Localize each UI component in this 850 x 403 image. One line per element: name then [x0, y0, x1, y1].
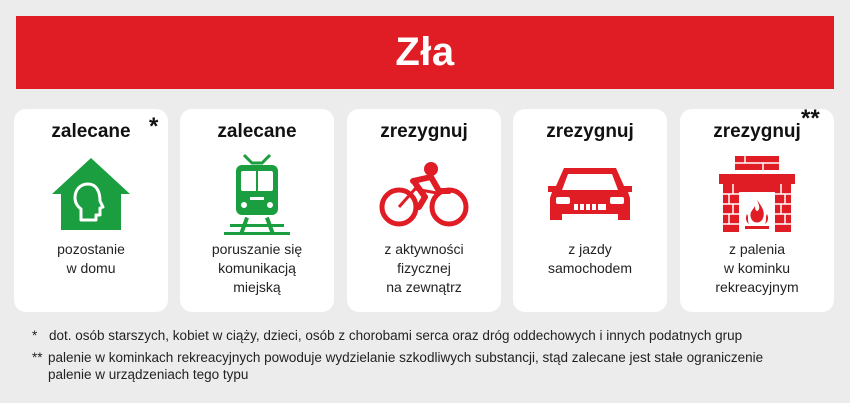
- car-icon: [513, 153, 667, 235]
- card-outdoor-activity: [347, 109, 501, 312]
- card-title: zalecane: [51, 121, 131, 142]
- card-title: zalecane: [217, 121, 297, 142]
- card-public-transport: [180, 109, 334, 312]
- card-driving: [513, 109, 667, 312]
- footnote-mark: **: [32, 350, 43, 365]
- footnote-marker-double: **: [801, 105, 820, 132]
- card-title: zrezygnuj: [713, 121, 801, 142]
- card-fireplace: [680, 109, 834, 312]
- footnote-1: [32, 327, 832, 344]
- card-stay-home: [14, 109, 168, 312]
- footnote-2: [32, 349, 832, 383]
- footnote-text: palenie w kominkach rekreacyjnych powoduje wydzielanie szkodliwych substancji, stąd zalecane jest stałe ograniczenie palenie w urządzeniach tego typu: [48, 350, 764, 382]
- card-description: z jazdy samochodem: [547, 241, 633, 276]
- card-description: z palenia w kominku rekreacyjnym: [715, 241, 799, 295]
- header-banner: [16, 16, 834, 89]
- footnote-text: dot. osób starszych, kobiet w ciąży, dzieci, osób z chorobami serca oraz dróg oddechowych i innych podatnych grup: [49, 328, 743, 343]
- fireplace-icon: [680, 153, 834, 235]
- tram-icon: [180, 153, 334, 235]
- house-with-head-icon: [14, 153, 168, 235]
- card-description: z aktywności fizycznej na zewnątrz: [384, 241, 464, 295]
- card-title: zrezygnuj: [546, 121, 634, 142]
- footnote-mark: *: [32, 328, 38, 343]
- cyclist-icon: [347, 153, 501, 235]
- card-description: poruszanie się komunikacją miejską: [211, 241, 303, 295]
- card-title: zrezygnuj: [380, 121, 468, 142]
- banner-title: Zła: [395, 30, 455, 74]
- footnotes: [32, 327, 832, 388]
- card-description: pozostanie w domu: [57, 241, 125, 276]
- footnote-marker-single: *: [149, 113, 159, 140]
